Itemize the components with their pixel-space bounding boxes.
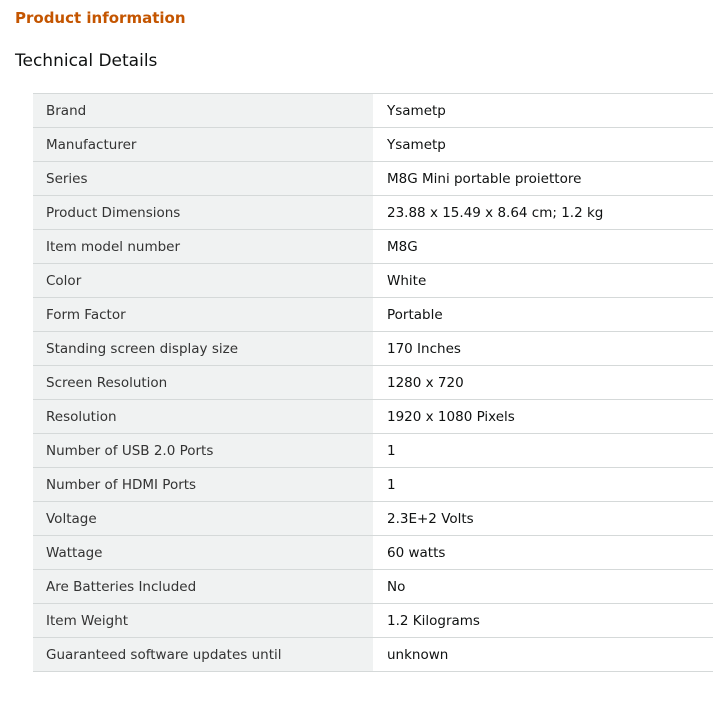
table-row: [33, 400, 713, 434]
detail-label-resolution: Resolution: [33, 400, 373, 434]
detail-value-screen-display-size: 170 Inches: [373, 332, 713, 366]
detail-label-hdmi-ports: Number of HDMI Ports: [33, 468, 373, 502]
detail-label-screen-display-size: Standing screen display size: [33, 332, 373, 366]
detail-value-screen-resolution: 1280 x 720: [373, 366, 713, 400]
table-row: [33, 196, 713, 230]
detail-label-form-factor: Form Factor: [33, 298, 373, 332]
detail-value-brand: Ysametp: [373, 94, 713, 128]
table-row: [33, 128, 713, 162]
detail-value-usb-ports: 1: [373, 434, 713, 468]
detail-value-software-updates: unknown: [373, 638, 713, 672]
detail-value-manufacturer: Ysametp: [373, 128, 713, 162]
detail-value-product-dimensions: 23.88 x 15.49 x 8.64 cm; 1.2 kg: [373, 196, 713, 230]
detail-label-usb-ports: Number of USB 2.0 Ports: [33, 434, 373, 468]
table-row: [33, 332, 713, 366]
detail-label-wattage: Wattage: [33, 536, 373, 570]
table-row: [33, 162, 713, 196]
detail-label-batteries-included: Are Batteries Included: [33, 570, 373, 604]
detail-value-series: M8G Mini portable proiettore: [373, 162, 713, 196]
table-row: [33, 94, 713, 128]
detail-label-software-updates: Guaranteed software updates until: [33, 638, 373, 672]
table-row: [33, 298, 713, 332]
detail-value-resolution: 1920 x 1080 Pixels: [373, 400, 713, 434]
detail-label-product-dimensions: Product Dimensions: [33, 196, 373, 230]
detail-value-color: White: [373, 264, 713, 298]
detail-value-form-factor: Portable: [373, 298, 713, 332]
table-row: [33, 468, 713, 502]
detail-label-series: Series: [33, 162, 373, 196]
detail-value-item-model-number: M8G: [373, 230, 713, 264]
table-row: [33, 366, 713, 400]
detail-label-color: Color: [33, 264, 373, 298]
table-row: [33, 264, 713, 298]
table-row: [33, 570, 713, 604]
table-row: [33, 502, 713, 536]
detail-value-voltage: 2.3E+2 Volts: [373, 502, 713, 536]
detail-label-item-model-number: Item model number: [33, 230, 373, 264]
table-row: [33, 536, 713, 570]
detail-label-brand: Brand: [33, 94, 373, 128]
detail-value-hdmi-ports: 1: [373, 468, 713, 502]
table-row: [33, 434, 713, 468]
detail-value-batteries-included: No: [373, 570, 713, 604]
table-row: [33, 638, 713, 672]
detail-label-voltage: Voltage: [33, 502, 373, 536]
detail-value-item-weight: 1.2 Kilograms: [373, 604, 713, 638]
table-row: [33, 230, 713, 264]
detail-value-wattage: 60 watts: [373, 536, 713, 570]
detail-label-manufacturer: Manufacturer: [33, 128, 373, 162]
detail-label-item-weight: Item Weight: [33, 604, 373, 638]
technical-details-table: [33, 93, 713, 672]
table-row: [33, 604, 713, 638]
section-title: Product information: [15, 9, 186, 27]
detail-label-screen-resolution: Screen Resolution: [33, 366, 373, 400]
technical-details-heading: Technical Details: [15, 51, 158, 71]
